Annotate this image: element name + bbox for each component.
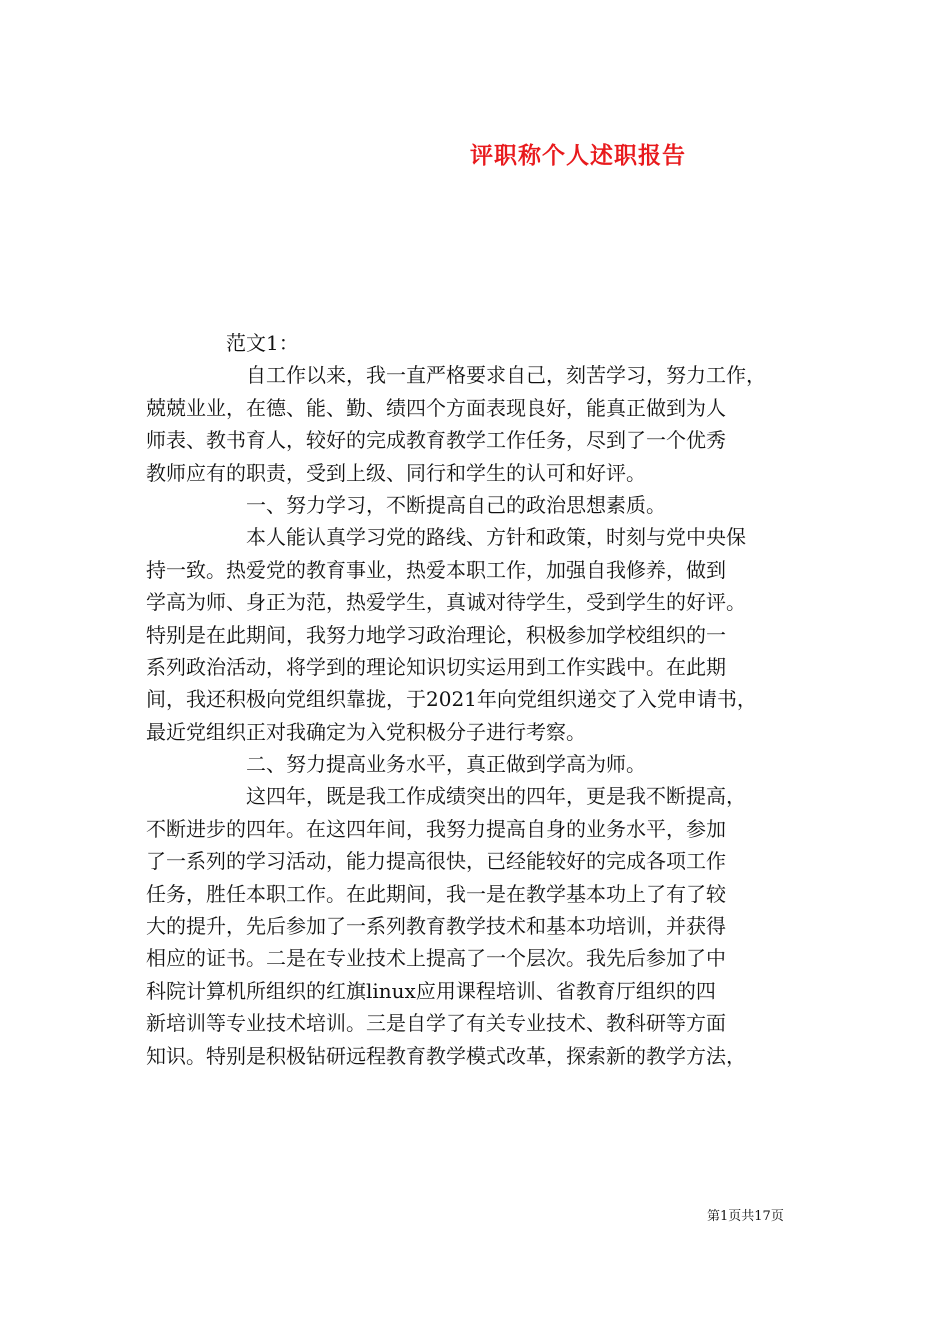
paragraph-line: 师表、教书育人，较好的完成教育教学工作任务，尽到了一个优秀 [146,428,726,453]
paragraph-line: 本人能认真学习党的路线、方针和政策，时刻与党中央保 [246,525,746,550]
paragraph-line: 教师应有的职责，受到上级、同行和学生的认可和好评。 [146,460,646,485]
paragraph-line: 新培训等专业技术培训。三是自学了有关专业技术、教科研等方面 [146,1011,726,1036]
paragraph-line: 不断进步的四年。在这四年间，我努力提高自身的业务水平，参加 [146,816,726,841]
paragraph-line: 这四年，既是我工作成绩突出的四年，更是我不断提高， [246,784,746,809]
paragraph-line: 自工作以来，我一直严格要求自己，刻苦学习，努力工作， [246,363,766,388]
section-heading: 二、努力提高业务水平，真正做到学高为师。 [246,752,646,777]
paragraph-line: 间，我还积极向党组织靠拢，于2021年向党组织递交了入党申请书， [146,687,757,712]
paragraph-line: 特别是在此期间，我努力地学习政治理论，积极参加学校组织的一 [146,622,726,647]
document-title: 评职称个人述职报告 [470,142,686,169]
paragraph-line: 相应的证书。二是在专业技术上提高了一个层次。我先后参加了中 [146,946,726,971]
paragraph-line: 兢兢业业，在德、能、勤、绩四个方面表现良好，能真正做到为人 [146,395,726,420]
document-body [146,327,812,1072]
paragraph-line: 系列政治活动，将学到的理论知识切实运用到工作实践中。在此期 [146,654,726,679]
paragraph-line: 知识。特别是积极钻研远程教育教学模式改革，探索新的教学方法， [146,1043,746,1068]
paragraph-line: 科院计算机所组织的红旗linux应用课程培训、省教育厅组织的四 [146,978,716,1003]
section-label: 范文1： [226,331,299,355]
paragraph-line: 了一系列的学习活动，能力提高很快，已经能较好的完成各项工作 [146,849,726,874]
paragraph-line: 大的提升，先后参加了一系列教育教学技术和基本功培训，并获得 [146,914,726,939]
paragraph-line: 任务，胜任本职工作。在此期间，我一是在教学基本功上了有了较 [146,881,726,906]
paragraph-line: 最近党组织正对我确定为入党积极分子进行考察。 [146,719,586,744]
paragraph-line: 持一致。热爱党的教育事业，热爱本职工作，加强自我修养，做到 [146,557,726,582]
section-heading: 一、努力学习，不断提高自己的政治思想素质。 [246,492,666,517]
paragraph-line: 学高为师、身正为范，热爱学生，真诚对待学生，受到学生的好评。 [146,590,746,615]
page-number: 第1页共17页 [707,1209,784,1224]
